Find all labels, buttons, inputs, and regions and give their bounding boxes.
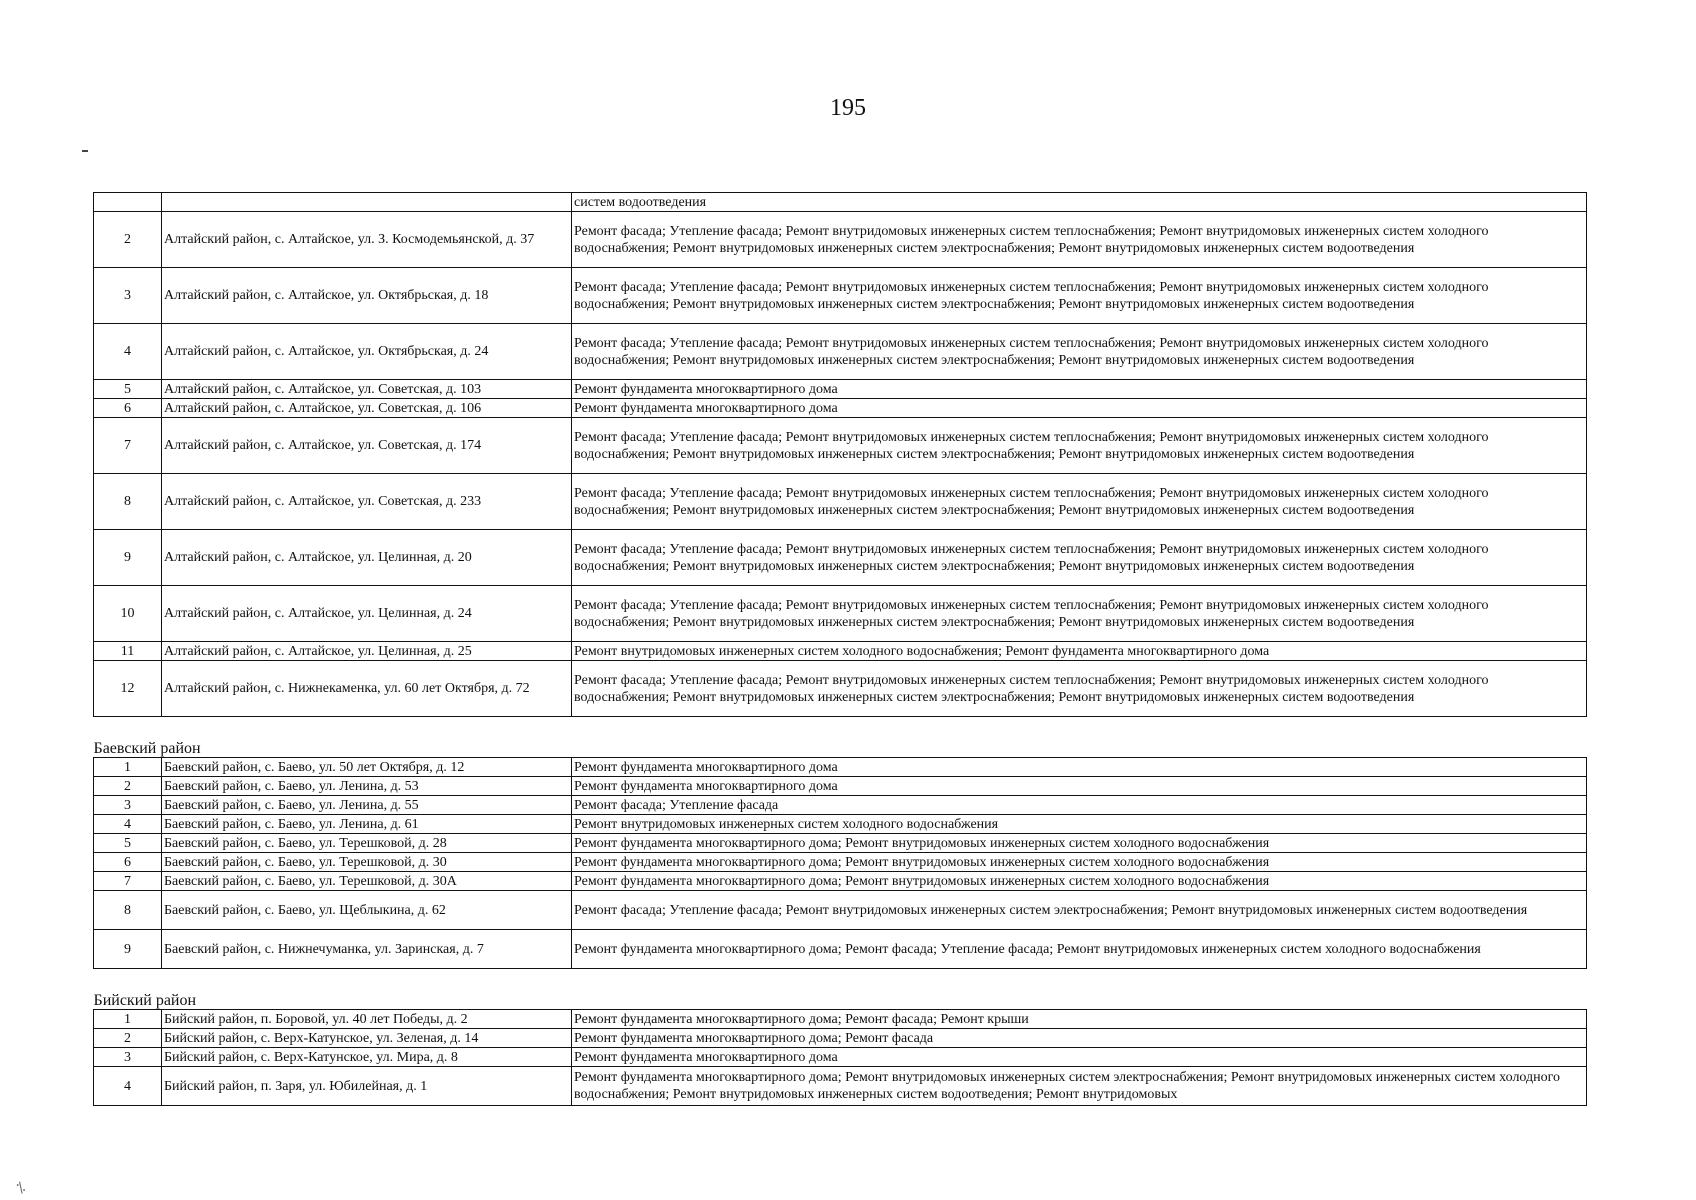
table-row: [94, 1029, 1587, 1048]
district-section-row: [94, 717, 1587, 758]
address-cell: Баевский район, с. Баево, ул. 50 лет Октября, д. 12: [162, 758, 572, 777]
district-title: Бийский район: [94, 969, 1587, 1010]
repair-work-cell: систем водоотведения: [572, 193, 1587, 212]
table-row: [94, 418, 1587, 474]
address-cell: Алтайский район, с. Алтайское, ул. З. Космодемьянской, д. 37: [162, 212, 572, 268]
address-cell: [162, 193, 572, 212]
repair-work-cell: Ремонт внутридомовых инженерных систем холодного водоснабжения: [572, 815, 1587, 834]
address-cell: Алтайский район, с. Алтайское, ул. Советская, д. 174: [162, 418, 572, 474]
address-cell: Алтайский район, с. Нижнекаменка, ул. 60 лет Октября, д. 72: [162, 661, 572, 717]
address-cell: Бийский район, с. Верх-Катунское, ул. Зеленая, д. 14: [162, 1029, 572, 1048]
repair-work-cell: Ремонт фундамента многоквартирного дома; Ремонт внутридомовых инженерных систем холодного водоснабжения: [572, 853, 1587, 872]
row-number-cell: 10: [94, 586, 162, 642]
row-number-cell: 5: [94, 380, 162, 399]
table-row: [94, 758, 1587, 777]
district-section-row: [94, 969, 1587, 1010]
repair-work-cell: Ремонт фасада; Утепление фасада; Ремонт внутридомовых инженерных систем теплоснабжения; Ремонт внутридомовых инженерных систем холодного водоснабжения; Ремонт внутридомовых инженерных систем электроснабжения; Ремонт внутридомовых инженерных систем водоотведения: [572, 212, 1587, 268]
table-row: [94, 530, 1587, 586]
repair-work-cell: Ремонт фундамента многоквартирного дома; Ремонт фасада: [572, 1029, 1587, 1048]
row-number-cell: 7: [94, 418, 162, 474]
address-cell: Баевский район, с. Баево, ул. Ленина, д. 53: [162, 777, 572, 796]
address-cell: Алтайский район, с. Алтайское, ул. Советская, д. 233: [162, 474, 572, 530]
repair-work-cell: Ремонт фасада; Утепление фасада; Ремонт внутридомовых инженерных систем теплоснабжения; Ремонт внутридомовых инженерных систем холодного водоснабжения; Ремонт внутридомовых инженерных систем электроснабжения; Ремонт внутридомовых инженерных систем водоотведения: [572, 418, 1587, 474]
row-number-cell: 12: [94, 661, 162, 717]
repair-work-cell: Ремонт фасада; Утепление фасада; Ремонт внутридомовых инженерных систем теплоснабжения; Ремонт внутридомовых инженерных систем холодного водоснабжения; Ремонт внутридомовых инженерных систем электроснабжения; Ремонт внутридомовых инженерных систем водоотведения: [572, 268, 1587, 324]
address-cell: Алтайский район, с. Алтайское, ул. Целинная, д. 20: [162, 530, 572, 586]
row-number-cell: 4: [94, 1067, 162, 1106]
table-row: [94, 474, 1587, 530]
row-number-cell: 4: [94, 815, 162, 834]
row-number-cell: 2: [94, 1029, 162, 1048]
table-row: [94, 1048, 1587, 1067]
repair-work-cell: Ремонт фундамента многоквартирного дома; Ремонт внутридомовых инженерных систем электроснабжения; Ремонт внутридомовых инженерных систем холодного водоснабжения; Ремонт внутридомовых инженерных систем водоотведения; Ремонт внутридомовых: [572, 1067, 1587, 1106]
repair-work-cell: Ремонт внутридомовых инженерных систем холодного водоснабжения; Ремонт фундамента многоквартирного дома: [572, 642, 1587, 661]
row-number-cell: 3: [94, 1048, 162, 1067]
row-number-cell: 2: [94, 212, 162, 268]
table-row: [94, 399, 1587, 418]
repair-work-cell: Ремонт фундамента многоквартирного дома: [572, 758, 1587, 777]
row-number-cell: 3: [94, 268, 162, 324]
table-body: [94, 193, 1587, 1106]
address-cell: Бийский район, с. Верх-Катунское, ул. Мира, д. 8: [162, 1048, 572, 1067]
table-row: [94, 891, 1587, 930]
table-row: [94, 212, 1587, 268]
address-cell: Бийский район, п. Заря, ул. Юбилейная, д. 1: [162, 1067, 572, 1106]
scan-artifact-mark: ⁒: [14, 1180, 28, 1197]
repair-work-cell: Ремонт фасада; Утепление фасада; Ремонт внутридомовых инженерных систем электроснабжения; Ремонт внутридомовых инженерных систем водоотведения: [572, 891, 1587, 930]
table-row: [94, 815, 1587, 834]
row-number-cell: 1: [94, 1010, 162, 1029]
row-number-cell: 3: [94, 796, 162, 815]
address-cell: Алтайский район, с. Алтайское, ул. Октябрьская, д. 18: [162, 268, 572, 324]
address-cell: Баевский район, с. Баево, ул. Ленина, д. 55: [162, 796, 572, 815]
table-row: [94, 777, 1587, 796]
table-row: [94, 1010, 1587, 1029]
table-row: [94, 796, 1587, 815]
table-row: [94, 661, 1587, 717]
address-cell: Баевский район, с. Баево, ул. Терешковой, д. 30А: [162, 872, 572, 891]
row-number-cell: 2: [94, 777, 162, 796]
repair-work-cell: Ремонт фасада; Утепление фасада; Ремонт внутридомовых инженерных систем теплоснабжения; Ремонт внутридомовых инженерных систем холодного водоснабжения; Ремонт внутридомовых инженерных систем электроснабжения; Ремонт внутридомовых инженерных систем водоотведения: [572, 586, 1587, 642]
address-cell: Алтайский район, с. Алтайское, ул. Октябрьская, д. 24: [162, 324, 572, 380]
row-number-cell: 8: [94, 891, 162, 930]
address-cell: Баевский район, с. Баево, ул. Ленина, д. 61: [162, 815, 572, 834]
repair-work-cell: Ремонт фундамента многоквартирного дома: [572, 380, 1587, 399]
row-number-cell: [94, 193, 162, 212]
table-row: [94, 853, 1587, 872]
page-number: 195: [830, 95, 866, 121]
row-number-cell: 1: [94, 758, 162, 777]
row-number-cell: 4: [94, 324, 162, 380]
address-cell: Алтайский район, с. Алтайское, ул. Советская, д. 103: [162, 380, 572, 399]
address-cell: Баевский район, с. Баево, ул. Щеблыкина, д. 62: [162, 891, 572, 930]
row-number-cell: 5: [94, 834, 162, 853]
address-cell: Баевский район, с. Нижнечуманка, ул. Заринская, д. 7: [162, 930, 572, 969]
repair-work-cell: Ремонт фасада; Утепление фасада; Ремонт внутридомовых инженерных систем теплоснабжения; Ремонт внутридомовых инженерных систем холодного водоснабжения; Ремонт внутридомовых инженерных систем электроснабжения; Ремонт внутридомовых инженерных систем водоотведения: [572, 474, 1587, 530]
address-cell: Баевский район, с. Баево, ул. Терешковой, д. 28: [162, 834, 572, 853]
table-row: [94, 268, 1587, 324]
address-cell: Баевский район, с. Баево, ул. Терешковой, д. 30: [162, 853, 572, 872]
row-number-cell: 9: [94, 530, 162, 586]
repair-work-cell: Ремонт фасада; Утепление фасада; Ремонт внутридомовых инженерных систем теплоснабжения; Ремонт внутридомовых инженерных систем холодного водоснабжения; Ремонт внутридомовых инженерных систем электроснабжения; Ремонт внутридомовых инженерных систем водоотведения: [572, 530, 1587, 586]
scan-dash-mark: [82, 150, 88, 152]
table-row: [94, 834, 1587, 853]
repair-work-cell: Ремонт фундамента многоквартирного дома; Ремонт фасада; Утепление фасада; Ремонт внутридомовых инженерных систем холодного водоснабжения: [572, 930, 1587, 969]
table-row: [94, 193, 1587, 212]
row-number-cell: 7: [94, 872, 162, 891]
repair-work-cell: Ремонт фасада; Утепление фасада; Ремонт внутридомовых инженерных систем теплоснабжения; Ремонт внутридомовых инженерных систем холодного водоснабжения; Ремонт внутридомовых инженерных систем электроснабжения; Ремонт внутридомовых инженерных систем водоотведения: [572, 661, 1587, 717]
row-number-cell: 8: [94, 474, 162, 530]
repair-work-cell: Ремонт фундамента многоквартирного дома: [572, 777, 1587, 796]
address-cell: Алтайский район, с. Алтайское, ул. Советская, д. 106: [162, 399, 572, 418]
repair-work-cell: Ремонт фундамента многоквартирного дома: [572, 1048, 1587, 1067]
table-row: [94, 930, 1587, 969]
repair-work-cell: Ремонт фасада; Утепление фасада: [572, 796, 1587, 815]
row-number-cell: 6: [94, 399, 162, 418]
district-title: Баевский район: [94, 717, 1587, 758]
address-cell: Алтайский район, с. Алтайское, ул. Целинная, д. 25: [162, 642, 572, 661]
row-number-cell: 6: [94, 853, 162, 872]
address-cell: Бийский район, п. Боровой, ул. 40 лет Победы, д. 2: [162, 1010, 572, 1029]
row-number-cell: 9: [94, 930, 162, 969]
table-row: [94, 1067, 1587, 1106]
repair-work-cell: Ремонт фундамента многоквартирного дома; Ремонт внутридомовых инженерных систем холодного водоснабжения: [572, 834, 1587, 853]
table-row: [94, 380, 1587, 399]
row-number-cell: 11: [94, 642, 162, 661]
repair-program-table: [93, 192, 1587, 1106]
table-row: [94, 586, 1587, 642]
repair-work-cell: Ремонт фасада; Утепление фасада; Ремонт внутридомовых инженерных систем теплоснабжения; Ремонт внутридомовых инженерных систем холодного водоснабжения; Ремонт внутридомовых инженерных систем электроснабжения; Ремонт внутридомовых инженерных систем водоотведения: [572, 324, 1587, 380]
table-row: [94, 872, 1587, 891]
table-row: [94, 324, 1587, 380]
repair-work-cell: Ремонт фундамента многоквартирного дома; Ремонт фасада; Ремонт крыши: [572, 1010, 1587, 1029]
address-cell: Алтайский район, с. Алтайское, ул. Целинная, д. 24: [162, 586, 572, 642]
repair-work-cell: Ремонт фундамента многоквартирного дома: [572, 399, 1587, 418]
table-row: [94, 642, 1587, 661]
repair-work-cell: Ремонт фундамента многоквартирного дома; Ремонт внутридомовых инженерных систем холодного водоснабжения: [572, 872, 1587, 891]
